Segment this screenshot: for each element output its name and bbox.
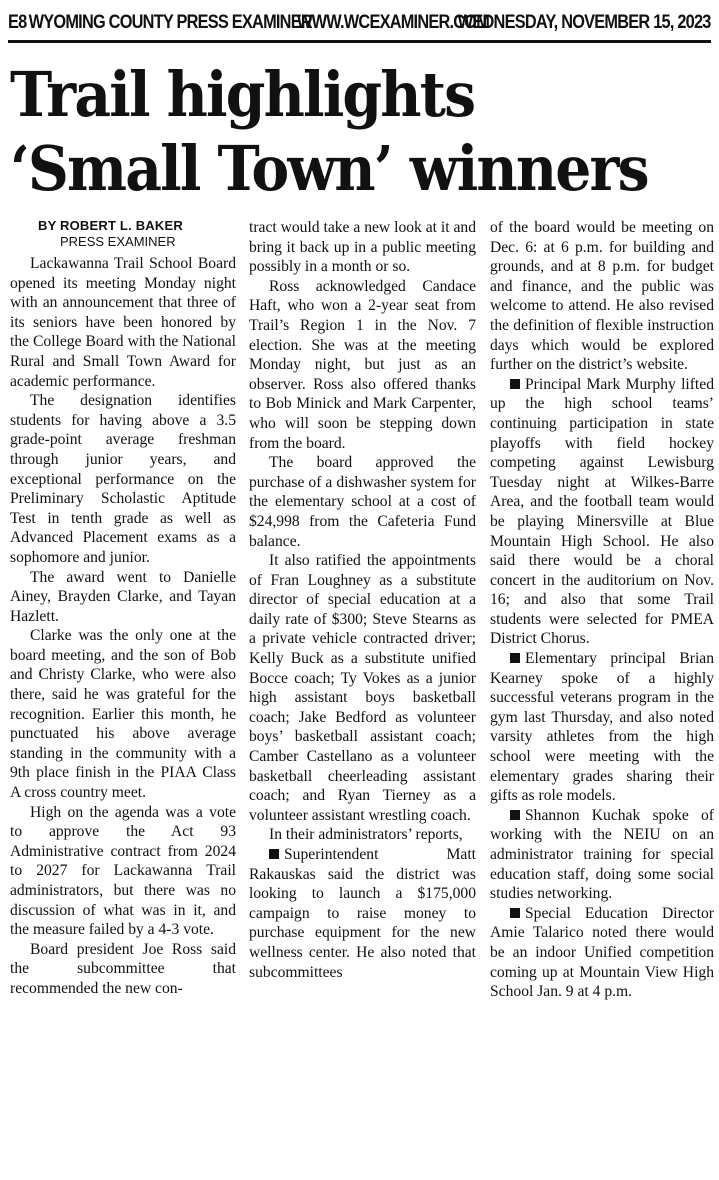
byline-outlet: PRESS EXAMINER [60,234,176,249]
article-column-3 [490,218,714,1002]
paragraph-bulleted [490,649,714,806]
newspaper-name: WYOMING COUNTY PRESS EXAMINER [28,12,312,33]
paragraph: High on the agenda was a vote to approve the Act 93 Administrative contract from 2024 to 2027 for Lackawanna Trail administrators, but there was no discussion of what was in it, and the measure failed by a 4-3 vote. [10,803,236,939]
paragraph: The board approved the purchase of a dishwasher system for the elementary school at a cost of $24,998 from the Cafeteria Fund balance. [249,454,476,550]
headline-line-1: Trail highlights [10,58,475,131]
paragraph-text: Shannon Kuchak spoke of working with the NEIU on an administrator training for special education staff, doing some social studies networking. [490,806,714,903]
square-bullet-icon [269,849,279,859]
paragraph: It also ratified the appointments of Fran Loughney as a substitute director of special education at a daily rate of $300; Steve Stearns as a private vehicle contracted driver; Kelly Buck as a substitute unified Bocce coach; Ty Vokes as a junior high assistant boys basketball coach; Jake Bedford as volunteer boys’ basketball assistant coach; Camber Castellano as a volunteer basketball cheerleading assistant coach; and Ryan Tierney as a volunteer assistant wrestling coach. [249,552,476,824]
square-bullet-icon [510,653,520,663]
article-column-1 [10,218,236,999]
masthead-rule [8,40,711,43]
paragraph: The award went to Danielle Ainey, Brayden Clarke, and Tayan Hazlett. [10,568,236,625]
byline-author: BY ROBERT L. BAKER [38,218,183,233]
paragraph-text: Elementary principal Brian Kearney spoke of a highly successful veterans program in the gym last Thursday, and also noted varsity athletes from the high school were meeting with the elementary grades sharing their gifts as role models. [490,650,714,805]
paragraph-text: Superintendent Matt Rakauskas said the district was looking to launch a $175,000 campaign to raise money to purchase equipment for the new wellness center. He also noted that subcommittees [249,846,476,981]
paragraph: tract would take a new look at it and bring it back up in a public meeting possibly in a month or so. [249,219,476,276]
paragraph: Lackawanna Trail School Board opened its meeting Monday night with an announcement that three of its seniors have been honored by the College Board with the National Rural and Small Town Award for academic performance. [10,255,236,390]
square-bullet-icon [510,908,520,918]
paragraph-text: Principal Mark Murphy lifted up the high school teams’ continuing participation in state playoffs with field hockey competing against Lewisburg Tuesday night at Wilkes-Barre Area, and the football team would be playing Minersville at Blue Mountain High School. He also said there would be a choral concert in the auditorium on Nov. 16; and also that some Trail students were selected for PMEA District Chorus. [490,375,714,648]
paragraph: of the board would be meeting on Dec. 6: at 6 p.m. for building and grounds, and at 8 p.m. for budget and finance, and the public was welcome to attend. He also revised the definition of flexible instruction days which would be explored further on the district’s website. [490,219,714,374]
paragraph-bulleted [490,806,714,904]
article-column-2 [249,218,476,982]
paragraph-bulleted [490,904,714,1002]
article-headline [10,58,669,206]
paragraph: The designation identifies students for having above a 3.5 grade-point average freshman through junior years, and exceptional performance on the Preliminary Scholastic Aptitude Test in tenth grade as well as Advanced Placement exams as a sophomore and junior. [10,392,236,566]
paragraph-bulleted [249,845,476,982]
headline-line-2: ‘Small Town’ winners [10,132,648,205]
square-bullet-icon [510,379,520,389]
paragraph: Ross acknowledged Candace Haft, who won a 2-year seat from Trail’s Region 1 in the Nov. 7 election. She was at the meeting Monday night, but just as an observer. Ross also offered thanks to Bob Minick and Mark Carpenter, who will soon be stepping down from the board. [249,277,476,452]
paragraph: In their administrators’ reports, [269,826,463,844]
masthead [8,8,711,34]
website-url: WWW.WCEXAMINER.COM [296,12,490,33]
paragraph-bulleted [490,375,714,649]
issue-date: WEDNESDAY, NOVEMBER 15, 2023 [457,12,711,33]
section-label: E8 [8,12,27,33]
square-bullet-icon [510,810,520,820]
paragraph: Clarke was the only one at the board meeting, and the son of Bob and Christy Clarke, who were also there, said he was grateful for the recognition. Earlier this month, he punctuated his above average standing in the community with a 9th place finish in the PIAA Class A cross country meet. [10,627,236,802]
paragraph-text: Special Education Director Amie Talarico noted there would be an indoor Unified competition coming up at Mountain View High School Jan. 9 at 4 p.m. [490,904,714,1001]
paragraph: Board president Joe Ross said the subcommittee that recommended the new con- [10,940,236,997]
